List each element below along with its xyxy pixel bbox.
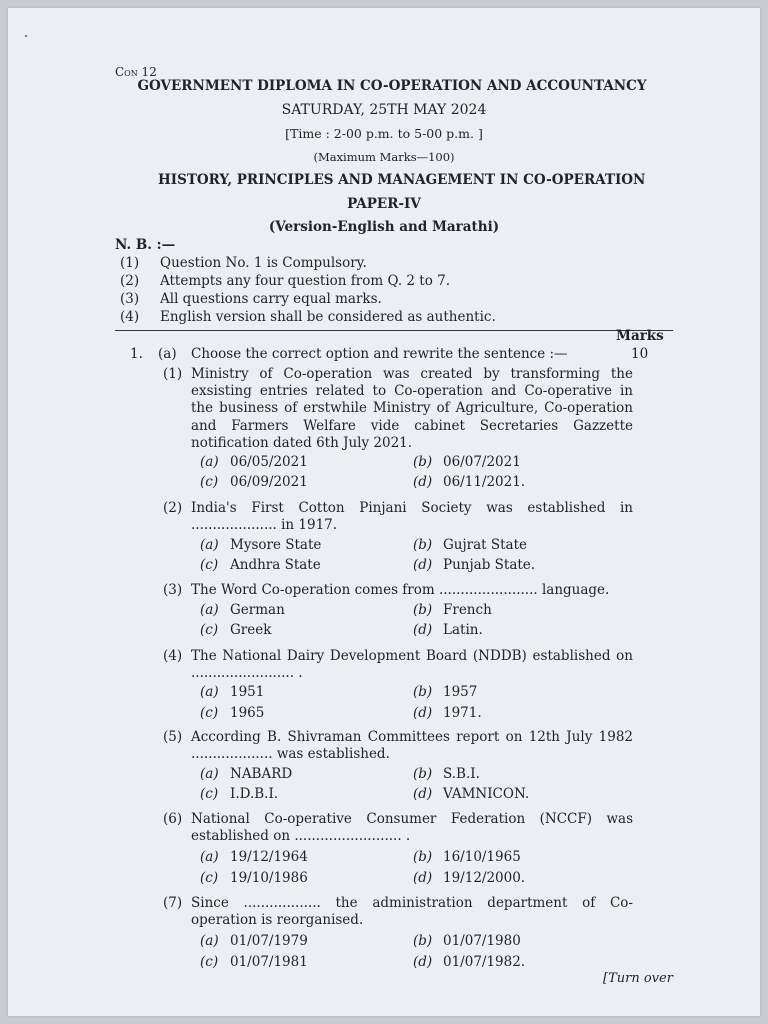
option: (c) 19/10/1986	[200, 870, 308, 886]
option: (d) VAMNICON.	[413, 786, 530, 802]
option: (d) 01/07/1982.	[413, 954, 526, 970]
option: (a) 1951	[200, 684, 265, 700]
option: (b) 1957	[413, 684, 478, 700]
exam-title: GOVERNMENT DIPLOMA IN CO-OPERATION AND ACCOUNTANCY	[137, 78, 647, 94]
subquestion-number: (7)	[163, 895, 183, 911]
option: (b) S.B.I.	[413, 766, 480, 782]
question-part: (a)	[158, 346, 177, 362]
option: (a) 06/05/2021	[200, 454, 308, 470]
subquestion-text: India's First Cotton Pinjani Society was established in .................... in 1917.	[191, 500, 633, 534]
marks-column-heading: Marks	[616, 328, 664, 344]
turn-over-note: [Turn over	[603, 971, 673, 986]
option: (a) 01/07/1979	[200, 933, 308, 949]
option: (c) 06/09/2021	[200, 474, 308, 490]
option: (b) French	[413, 602, 492, 618]
option: (d) 19/12/2000.	[413, 870, 526, 886]
option: (c) 1965	[200, 705, 265, 721]
option: (d) Latin.	[413, 622, 483, 638]
exam-time: [Time : 2-00 p.m. to 5-00 p.m. ]	[285, 126, 483, 141]
subquestion-text: Ministry of Co-operation was created by transforming the exsisting entries related to Co-operation and Co-operative in the business of erstwhile Ministry of Agriculture, Co-operation and Farmers Welfare vide cabinet Secretaries Gazzette notification dated 6th July 2021.	[191, 366, 633, 451]
option: (b) Gujrat State	[413, 537, 528, 553]
subquestion-text: The National Dairy Development Board (NDDB) established on ........................ .	[191, 648, 633, 682]
nb-item: (2) Attempts any four question from Q. 2 to 7.	[120, 273, 451, 289]
paper-code: Con 12	[115, 65, 157, 79]
nb-item: (1) Question No. 1 is Compulsory.	[120, 255, 367, 271]
option: (b) 01/07/1980	[413, 933, 521, 949]
option: (c) Greek	[200, 622, 272, 638]
subquestion-text: Since .................. the administration department of Co-operation is reorganised.	[191, 895, 633, 929]
version-note: (Version-English and Marathi)	[268, 219, 500, 235]
question-instruction: Choose the correct option and rewrite the sentence :—	[191, 346, 568, 362]
nb-heading: N. B. :—	[115, 237, 176, 253]
question-number: 1.	[130, 346, 143, 362]
maximum-marks: (Maximum Marks—100)	[313, 150, 455, 164]
subquestion-text: According B. Shivraman Committees report on 12th July 1982 ................... was established.	[191, 729, 633, 763]
subject-title: HISTORY, PRINCIPLES AND MANAGEMENT IN CO-OPERATION	[158, 172, 646, 188]
nb-item: (3) All questions carry equal marks.	[120, 291, 382, 307]
question-marks: 10	[631, 346, 649, 362]
option: (d) 06/11/2021.	[413, 474, 526, 490]
option: (a) Mysore State	[200, 537, 322, 553]
option: (c) 01/07/1981	[200, 954, 308, 970]
subquestion-number: (4)	[163, 648, 183, 664]
nb-item: (4) English version shall be considered as authentic.	[120, 309, 496, 325]
option: (a) German	[200, 602, 285, 618]
subquestion-number: (5)	[163, 729, 183, 745]
subquestion-number: (2)	[163, 500, 183, 516]
paper-number: PAPER-IV	[347, 196, 421, 212]
subquestion-number: (1)	[163, 366, 183, 382]
option: (a) NABARD	[200, 766, 293, 782]
option: (a) 19/12/1964	[200, 849, 308, 865]
subquestion-text: National Co-operative Consumer Federation (NCCF) was established on ......................... .	[191, 811, 633, 845]
option: (b) 06/07/2021	[413, 454, 521, 470]
exam-paper-page	[8, 8, 760, 1016]
option: (d) 1971.	[413, 705, 482, 721]
subquestion-number: (6)	[163, 811, 183, 827]
option: (c) I.D.B.I.	[200, 786, 279, 802]
option: (c) Andhra State	[200, 557, 321, 573]
option: (d) Punjab State.	[413, 557, 536, 573]
subquestion-number: (3)	[163, 582, 183, 598]
exam-date: SATURDAY, 25TH MAY 2024	[281, 102, 487, 118]
option: (b) 16/10/1965	[413, 849, 521, 865]
subquestion-text: The Word Co-operation comes from ....................... language.	[191, 582, 610, 598]
divider	[115, 330, 673, 331]
speck	[25, 35, 27, 37]
